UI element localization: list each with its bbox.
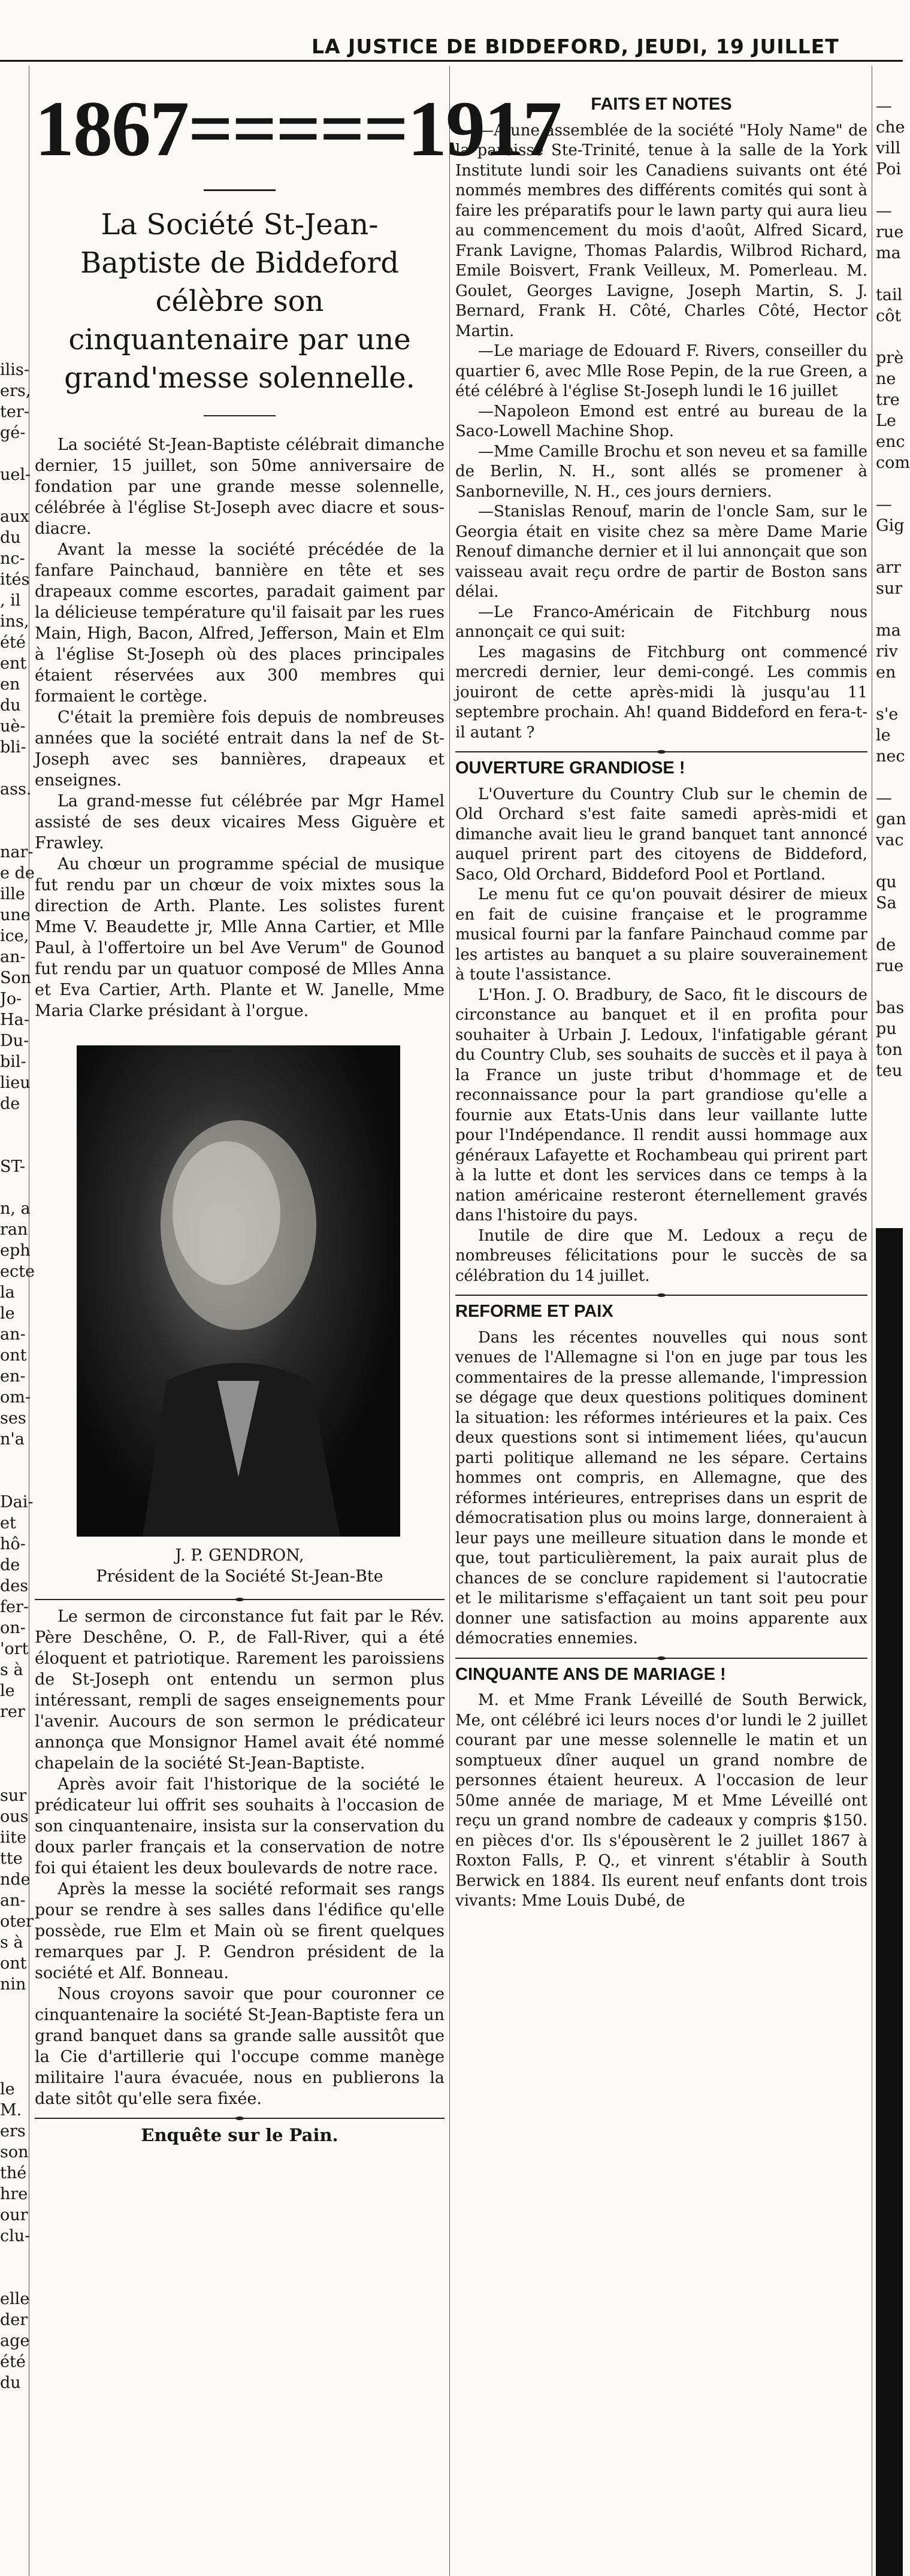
cropped-text-fragment: rue [876,957,904,975]
cropped-text-fragment: age [0,2332,30,2350]
cropped-text-fragment: la [0,1283,15,1302]
left-fragment-column [0,359,35,2576]
cropped-text-fragment: rue [876,223,904,241]
story-paragraph: Au chœur un programme spécial de musique fut rendu par un chœur de voix mixtes sous la direction de Arth. Plante. Les solistes furent Mme V. Beaudette jr, Mlle Anna Cartier, et Mlle Paul, à l'offertoire un bel Ave Verum" de Gounod fut rendu par un quatuor composé de Mlles Anna et Eva Cartier, Arth. Plante et W. Janelle, Mme Maria Clarke présidant à l'orgue. [35,855,445,1020]
news-item: —Le Franco-Américain de Fitchburg nous annonçait ce qui suit: [455,603,867,641]
next-heading: Enquête sur le Pain. [141,2125,338,2145]
cropped-text-fragment [0,2247,28,2267]
cropped-text-fragment: — [876,789,892,808]
cropped-text-fragment: iite [0,1828,27,1847]
cropped-text-fragment: tte [0,1849,23,1868]
story-paragraph: Nous croyons savoir que pour couronner ce cinquantenaire la société St-Jean-Baptiste fera un grand banquet dans sa grande salle aussitôt que la Cie d'artillerie qui l'occupe comme manège militaire l'aura évacuée, nous en publierons la date sitôt qu'elle sera fixée. [35,1985,445,2108]
cropped-text-fragment: com [876,453,910,472]
cropped-text-fragment: Jo- [0,990,22,1008]
banner-separator [204,189,276,191]
cropped-text-fragment: une [0,906,31,924]
cropped-text-fragment: n, a [0,1199,31,1218]
cropped-text-fragment: ités [0,570,30,589]
cropped-text-fragment [876,976,903,997]
section-separator [35,1599,445,1600]
article-paragraph: L'Ouverture du Country Club sur le chemin de Old Orchard s'est faite samedi après-midi et dimanche avait lieu le grand banquet tant annoncé auquel prirent part des citoyens de Biddeford, Saco, Old Orchard, Biddeford Pool et Portland. [455,785,867,884]
cropped-text-fragment: Du- [0,1032,29,1050]
cropped-text-fragment: ont [0,1346,27,1365]
cropped-text-fragment [0,1135,28,1156]
cropped-text-fragment: tail [876,286,903,304]
story-paragraph: Après la messe la société reformait ses rangs pour se rendre à ses salles dans l'édifice qu'elle possède, rue Elm et Main où se firent quelques remarques par J. P. Gendron président de la société et Alf. Bonneau. [35,1880,445,1982]
cropped-text-fragment: ice, [0,927,29,945]
cropped-text-fragment: en [876,663,896,682]
news-item: —Le mariage de Edouard F. Rivers, conseiller du quartier 6, avec Mlle Rose Pepin, de la rue Green, a été célébré à l'église St-Joseph lundi le 16 juillet [455,342,867,400]
cropped-text-fragment [0,1450,28,1471]
cropped-text-fragment [876,767,903,788]
cropped-text-fragment: Sa [876,894,897,912]
cropped-text-fragment: prè [876,349,904,367]
cropped-text-fragment: le [876,726,891,745]
article-paragraph: M. et Mme Frank Léveillé de South Berwick, Me, ont célébré ici leurs noces d'or lundi le 2 juillet courant par une messe solennelle le matin et un somptueux dîner auquel un grand nombre de personnes étaient heureux. A l'occasion de leur 50me année de mariage, M et Mme Léveillé ont reçu un grand nombre de cadeaux y compris $150. en pièces d'or. Ils s'épousèrent le 2 juillet 1867 à Roxton Falls, P. Q., et vinrent s'établir à South Berwick en 1884. Ils eurent neuf enfants dont trois vivants: Mme Louis Dubé, de [455,1691,867,1910]
cropped-text-fragment: vac [876,831,904,849]
ouverture-heading: OUVERTURE GRANDIOSE ! [455,758,685,778]
story-paragraph: Avant la messe la société précédée de la fanfare Painchaud, bannière en tête et ses drapeaux comme escortes, paradait gaiment par la délicieuse température qu'il faisait par les rues Main, High, Bacon, Alfred, Jefferson, Main et Elm à l'église St-Joseph où des places principales étaient réservées aux 300 membres qui formaient le cortège. [35,540,445,706]
cropped-text-fragment: pu [876,1020,897,1038]
cropped-text-fragment: du [0,528,21,547]
cropped-text-fragment: — [876,97,892,116]
headline-separator [204,415,276,416]
article-paragraph: Dans les récentes nouvelles qui nous sont venues de l'Allemagne si l'on en juge par tous les commentaires de la presse allemande, l'impression se dégage que deux questions politiques dominent la situation: les réformes intérieures et la paix. Ces deux questions sont si intimement liées, qu'aucun parti politique allemand ne les sépare. Certains hommes ont compris, en Allemagne, que des réformes intérieures, entreprises dans un esprit de démocratisation plus ou moins large, donneraient à leur pays une meilleure situation dans le monde et que, tout particulièrement, la paix aurait plus de chances de se conclure rapidement si l'autocratie et le militarisme s'effaçaient un tant soit peu pour donner une satisfaction au moins apparente aux démocraties ennemies. [455,1328,867,1647]
cropped-text-fragment: , il [0,591,21,610]
cropped-text-fragment: ous [0,1807,29,1826]
cropped-text-fragment: che [876,118,905,137]
cropped-text-fragment: clu- [0,2227,31,2245]
cropped-text-fragment: s à [0,1933,23,1952]
cropped-text-fragment: ran [0,1220,28,1239]
cropped-text-fragment: — [876,202,892,220]
article-paragraph: Inutile de dire que M. Ledoux a reçu de nombreuses félicitations pour le succès de sa célébration du 14 juillet. [455,1226,867,1285]
cropped-text-fragment: ma [876,621,901,640]
photo-caption-name: J. P. GENDRON, [175,1546,304,1565]
cropped-text-fragment: ont [0,1954,27,1973]
cropped-text-fragment [876,599,903,620]
news-item: —Stanislas Renouf, marin de l'oncle Sam, sur le Georgia était en visite chez sa mère Dame Marie Renouf dimanche dernier et il lui annonçait que son vaisseau avait reçu ordre de partir de Boston sans délai. [455,503,867,601]
cropped-text-fragment: Dai- [0,1493,34,1511]
cropped-text-fragment: été [0,633,26,652]
cropped-text-fragment: en- [0,1367,26,1386]
cropped-text-fragment: nc- [0,549,25,568]
cropped-text-fragment [0,1471,28,1492]
cropped-text-fragment: tre [876,391,900,409]
cropped-text-fragment [0,2016,28,2037]
story-paragraph: Le sermon de circonstance fut fait par le Rév. Père Deschêne, O. P., de Fall-River, qui a été éloquent et patriotique. Rarement les paroissiens de St-Joseph ont entendu un sermon plus intéressant, rempli de sages enseignements pour l'avenir. Aucours de son sermon le prédicateur annonça que Monsignor Hamel avait été nommé chapelain de la société St-Jean-Baptiste. [35,1607,445,1773]
cropped-text-fragment: hô- [0,1535,26,1553]
cropped-text-fragment: enc [876,433,905,451]
cropped-text-fragment: lieu [0,1074,31,1092]
cropped-text-fragment: s'e [876,705,899,724]
cropped-text-fragment: e de [0,864,35,882]
cropped-text-fragment: s à [0,1661,23,1679]
cropped-text-fragment: Son [0,969,32,987]
cropped-text-fragment: le [0,1304,15,1323]
section-separator [35,2118,445,2119]
cropped-text-fragment: ter- [0,403,29,421]
cropped-text-fragment [876,536,903,557]
cropped-text-fragment: Ha- [0,1011,29,1029]
cropped-text-fragment: du [0,696,21,715]
cropped-text-fragment [876,683,903,704]
cropped-text-fragment [0,800,28,821]
cropped-text-fragment: de [0,1095,20,1113]
cropped-text-fragment [0,2267,28,2288]
cropped-text-fragment: ers [0,2122,26,2140]
cropped-text-fragment: M. [0,2101,22,2120]
reforme-heading: REFORME ET PAIX [455,1302,613,1321]
cropped-text-fragment: gan [876,810,906,829]
cropped-text-fragment [876,851,903,872]
cinquante-heading: CINQUANTE ANS DE MARIAGE ! [455,1664,726,1684]
cropped-text-fragment: an- [0,1891,26,1910]
dark-margin-block [876,1228,903,2576]
cropped-text-fragment: nde [0,1870,31,1889]
cropped-text-fragment: vill [876,139,901,158]
masthead-title: LA JUSTICE DE BIDDEFORD, JEUDI, 19 JUILLET [312,35,839,58]
cropped-text-fragment: ne [876,370,896,388]
cropped-text-fragment: n'a [0,1430,25,1449]
story-paragraph: Après avoir fait l'historique de la société le prédicateur lui offrit ses souhaits à l'occasion de son cinquantenaire, insista sur la conservation du doux parler français et la conservation de notre foi qui étaient les deux boulevards de notre race. [35,1775,445,1877]
cropped-text-fragment: bli- [0,738,26,757]
cropped-text-fragment: teu [876,1062,903,1080]
cropped-text-fragment: le [0,2080,15,2099]
cropped-text-fragment [876,914,903,935]
section-separator [455,751,867,752]
cropped-text-fragment: on- [0,1619,26,1637]
section-separator [455,1295,867,1296]
cropped-text-fragment: de [876,936,896,954]
news-item: —Napoleon Emond est entré au bureau de la Saco-Lowell Machine Shop. [455,402,867,440]
news-item: —Mme Camille Brochu et son neveu et sa famille de Berlin, N. H., sont allés se promener à Sanborneville, N. H., ces jours derniers. [455,442,867,501]
cropped-text-fragment: oter [0,1912,34,1931]
cropped-text-fragment: hre [0,2185,28,2203]
cropped-text-fragment: ST- [0,1157,26,1176]
cropped-text-fragment: arr [876,558,901,577]
right-fragment-column [876,96,910,1204]
cropped-text-fragment [0,758,28,779]
cropped-text-fragment: ille [0,885,25,903]
portrait-photo [77,1045,400,1537]
cropped-text-fragment: fer- [0,1598,29,1616]
cropped-text-fragment [0,1177,28,1198]
cropped-text-fragment [0,2058,28,2079]
story-paragraph: La grand-messe fut célébrée par Mgr Hamel assisté de ses deux vicaires Mess Giguère et Frawley. [35,792,445,852]
cropped-text-fragment: nec [876,747,905,766]
cropped-text-fragment [876,180,903,201]
column-rule [449,66,450,2576]
story-paragraph: C'était la première fois depuis de nombreuses années que la société entrait dans la nef de St-Joseph avec ses bannières, drapeaux et enseignes. [35,708,445,790]
story-banner: 1867=====1917 [35,84,561,173]
cropped-text-fragment: thé [0,2164,27,2182]
cropped-text-fragment: bil- [0,1053,26,1071]
cropped-text-fragment: ton [876,1041,903,1059]
cropped-text-fragment: Le [876,412,896,430]
article-paragraph: Le menu fut ce qu'on pouvait désirer de mieux en fait de cuisine française et le programme musical fourni par la fanfare Painchaud comme par les artistes au banquet a su plaire souverainement à toute l'assistance. [455,885,867,984]
cropped-text-fragment: an- [0,948,26,966]
story-body-bottom [35,1606,445,2109]
cropped-text-fragment [0,2037,28,2058]
cropped-text-fragment [876,473,903,494]
cropped-text-fragment: des [0,1577,29,1595]
cropped-text-fragment: aux [0,507,29,526]
cropped-text-fragment: qu [876,873,897,891]
news-item: —A une assemblée de la société "Holy Name" de la paroisse Ste-Trinité, tenue à la salle de la York Institute lundi soir les Canadiens suivants ont été nommés membres des différents comités qui sont à faire les préparatifs pour le lawn party qui aura lieu au commencement du mois d'août, Alfred Sicard, Frank Lavigne, Thomas Palardis, Wilbrod Richard, Emile Boisvert, Frank Veilleux, M. Pomerleau. M. Goulet, Georges Lavigne, Joseph Martin, S. J. Bernard, Frank H. Côté, Charles Côté, Hector Martin. [455,121,867,340]
cropped-text-fragment: en [0,675,20,694]
cropped-text-fragment: gé- [0,424,26,442]
cropped-text-fragment: bas [876,999,905,1017]
cropped-text-fragment: eph [0,1241,31,1260]
faits-heading: FAITS ET NOTES [591,95,732,114]
cropped-text-fragment [0,1743,28,1764]
cropped-text-fragment: le [0,1682,15,1700]
photo-caption-title: Président de la Société St-Jean-Bte [96,1567,383,1586]
cropped-text-fragment: sur [0,1786,27,1805]
cropped-text-fragment: our [0,2206,28,2224]
cropped-text-fragment: été [0,2353,26,2371]
article-paragraph: L'Hon. J. O. Bradbury, de Saco, fit le discours de circonstance au banquet et il en profita pour souhaiter à Urbain J. Ledoux, l'infatigable gérant du Country Club, ses souhaits de succès et il paya à la France un juste tribut d'hommage et de reconnaissance pour la part grandiose qu'elle a fournie aux Etats-Unis dans leur vaillante lutte pour l'Indépendance. Il rendit aussi hommage aux généraux Lafayette et Rochambeau qui prirent part à la lutte et dont les services dans ce temps à la nation américaine resteront éternellement gravés dans l'histoire du pays. [455,985,867,1224]
cropped-text-fragment: Poi [876,160,901,179]
cropped-text-fragment: ins, [0,612,29,631]
cropped-text-fragment: et [0,1514,16,1532]
cropped-text-fragment: 'ort [0,1640,29,1658]
cropped-text-fragment: de [0,1556,20,1574]
cropped-text-fragment: son [0,2143,29,2161]
news-item: Les magasins de Fitchburg ont commencé mercredi dernier, leur demi-congé. Les commis jouiront de cette après-midi là jusqu'au 11 septembre prochain. Ah! quand Biddeford en fera-t-il autant ? [455,643,867,742]
cropped-text-fragment: om- [0,1388,31,1407]
cropped-text-fragment [0,1995,28,2016]
cropped-text-fragment [0,485,28,506]
cropped-text-fragment [0,821,28,842]
cropped-text-fragment: ent [0,654,27,673]
cropped-text-fragment: an- [0,1325,26,1344]
cropped-text-fragment: sur [876,579,903,598]
cropped-text-fragment: elle [0,2290,30,2308]
cropped-text-fragment [0,443,28,464]
cropped-text-fragment: nin [0,1975,26,1994]
news-column [455,66,867,2576]
cropped-text-fragment: uel- [0,465,31,484]
faits-items [455,121,867,743]
cropped-text-fragment: riv [876,642,898,661]
cropped-text-fragment [0,1114,28,1135]
masthead [0,0,903,60]
cropped-text-fragment: ilis- [0,361,29,379]
cropped-text-fragment: ma [876,244,901,262]
cropped-text-fragment: côt [876,307,902,325]
portrait-figure [77,1045,400,1537]
story-headline: La Société St-Jean-Baptiste de Biddeford célèbre son cinquantenaire par une grand'messe solennelle. [64,208,415,395]
cropped-text-fragment: ecte [0,1262,35,1281]
cropped-text-fragment: — [876,495,892,514]
cropped-text-fragment: rer [0,1703,25,1721]
section-separator [455,1658,867,1659]
cropped-text-fragment: Gig [876,516,905,535]
cropped-text-fragment: du [0,2374,21,2392]
story-paragraph: La société St-Jean-Baptiste célébrait dimanche dernier, 15 juillet, son 50me anniversaire de fondation par une grande messe solennelle, célébrée à l'église St-Joseph avec diacre et sous-diacre. [35,436,445,538]
cropped-text-fragment [0,1764,28,1785]
cropped-text-fragment: der [0,2311,28,2329]
cropped-text-fragment: ses [0,1409,26,1428]
cropped-text-fragment: nar- [0,843,34,861]
story-body-top [35,434,445,1021]
cropped-text-fragment [0,1722,28,1743]
cropped-text-fragment [876,326,903,347]
cropped-text-fragment [876,264,903,285]
masthead-rule [0,60,903,62]
cropped-text-fragment: uè- [0,717,26,736]
cropped-text-fragment: ass. [0,780,32,799]
cropped-text-fragment: ers, [0,382,31,400]
